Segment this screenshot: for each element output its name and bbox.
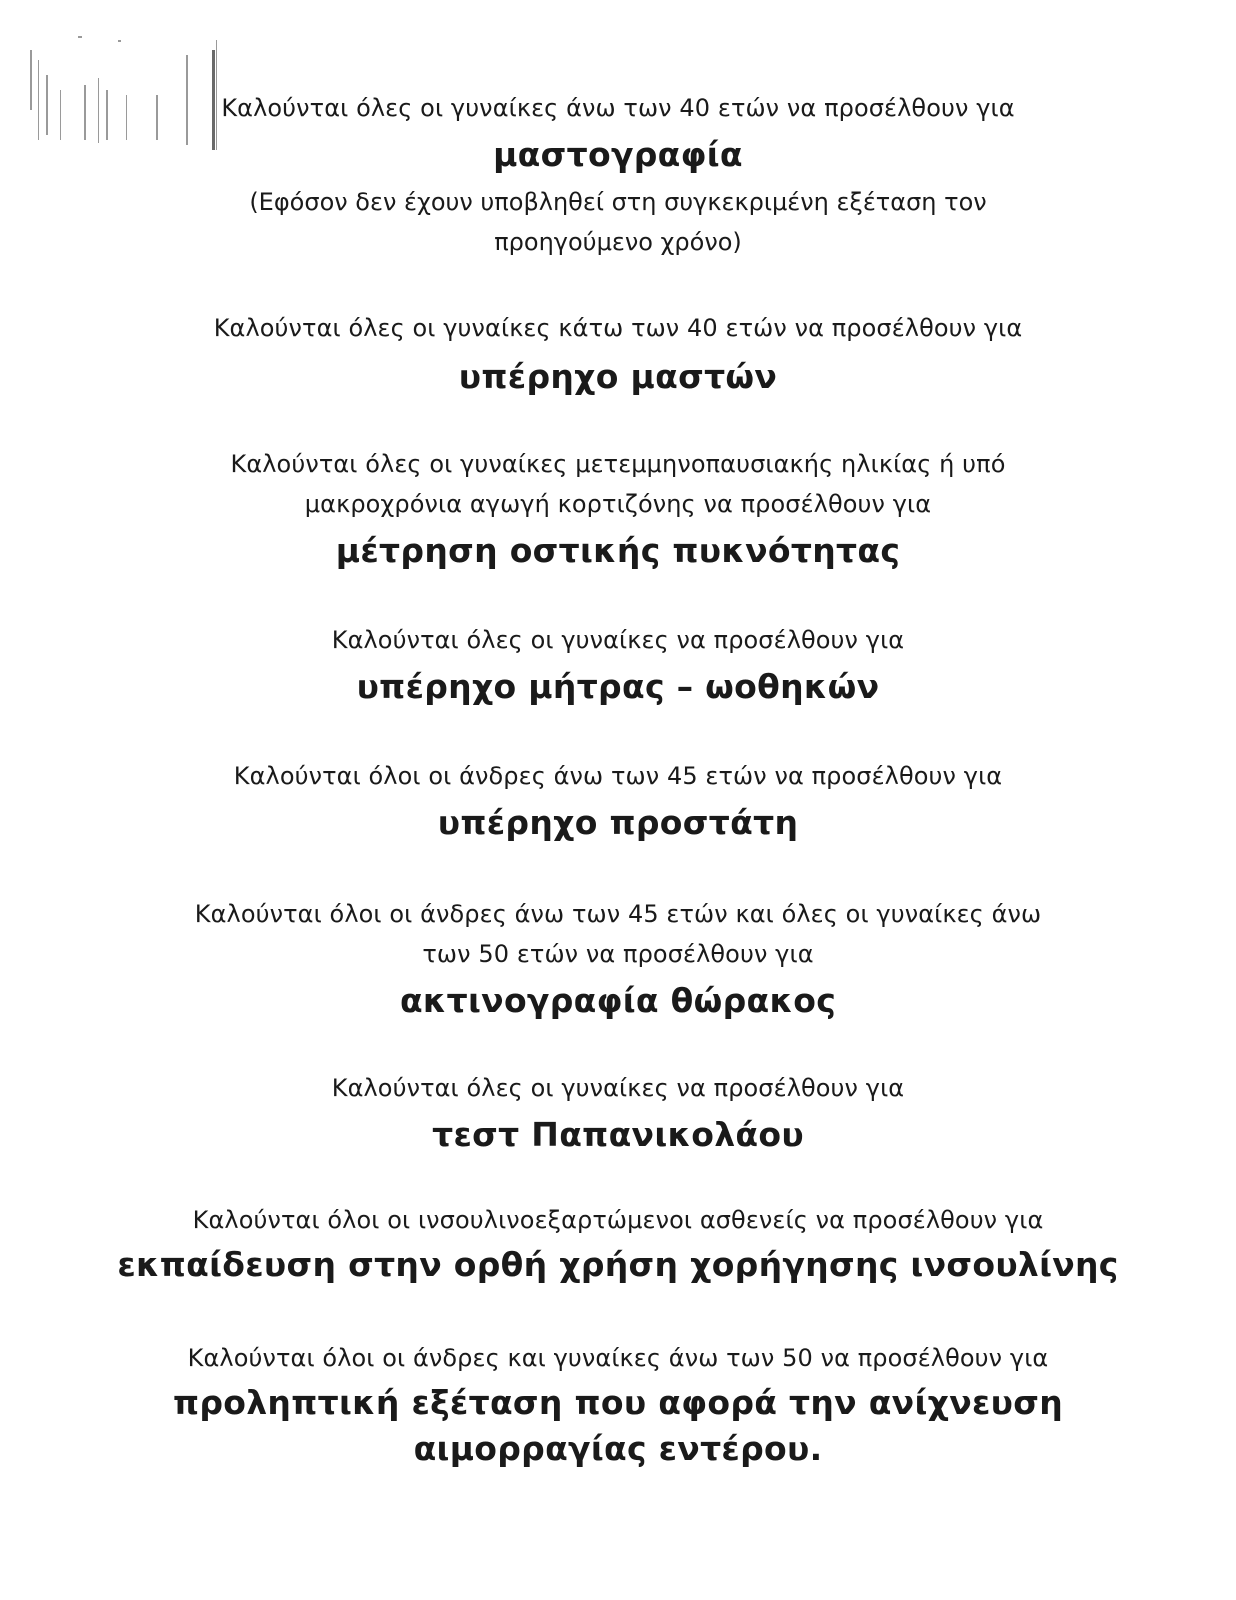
section-intro xyxy=(0,88,1236,128)
section-prostate-ultrasound xyxy=(0,756,1236,846)
intro-line: Καλούνται όλες οι γυναίκες άνω των 40 ετών να προσέλθουν για xyxy=(221,94,1015,122)
exam-title-line: μέτρηση οστικής πυκνότητας xyxy=(335,531,901,570)
exam-title xyxy=(0,664,1236,710)
intro-line: Καλούνται όλοι οι άνδρες και γυναίκες άνω των 50 να προσέλθουν για xyxy=(187,1344,1049,1372)
exam-title-line: μαστογραφία xyxy=(493,135,743,174)
exam-title xyxy=(0,1242,1236,1288)
exam-title-line: αιμορραγίας εντέρου. xyxy=(413,1429,823,1468)
exam-title xyxy=(0,354,1236,400)
exam-title-line: υπέρηχο προστάτη xyxy=(437,803,799,842)
section-bowel-screening xyxy=(0,1338,1236,1472)
exam-title-line: προληπτική εξέταση που αφορά την ανίχνευση xyxy=(172,1383,1064,1422)
exam-title xyxy=(0,800,1236,846)
intro-line: Καλούνται όλοι οι άνδρες άνω των 45 ετών και όλες οι γυναίκες άνω xyxy=(194,900,1042,928)
exam-title-line: ακτινογραφία θώρακος xyxy=(399,981,837,1020)
section-intro xyxy=(0,308,1236,348)
section-intro xyxy=(0,620,1236,660)
section-intro xyxy=(0,894,1236,974)
note-line: (Εφόσον δεν έχουν υποβληθεί στη συγκεκριμένη εξέταση τον xyxy=(249,188,987,216)
exam-title xyxy=(0,1112,1236,1158)
intro-line: των 50 ετών να προσέλθουν για xyxy=(422,940,814,968)
exam-title-line: υπέρηχο μήτρας – ωοθηκών xyxy=(356,667,880,706)
exam-title xyxy=(0,1380,1236,1472)
intro-line: μακροχρόνια αγωγή κορτιζόνης να προσέλθουν για xyxy=(304,490,932,518)
exam-title xyxy=(0,978,1236,1024)
note-line: προηγούμενο χρόνο) xyxy=(494,228,742,256)
section-intro xyxy=(0,444,1236,524)
intro-line: Καλούνται όλοι οι ινσουλινοεξαρτώμενοι ασθενείς να προσέλθουν για xyxy=(192,1206,1044,1234)
exam-title-line: τεστ Παπανικολάου xyxy=(432,1115,804,1154)
section-chest-xray xyxy=(0,894,1236,1024)
section-breast-ultrasound xyxy=(0,308,1236,400)
intro-line: Καλούνται όλες οι γυναίκες να προσέλθουν για xyxy=(331,1074,905,1102)
intro-line: Καλούνται όλες οι γυναίκες κάτω των 40 ετών να προσέλθουν για xyxy=(213,314,1023,342)
section-intro xyxy=(0,756,1236,796)
section-note xyxy=(0,182,1236,262)
section-mammography xyxy=(0,88,1236,262)
section-intro xyxy=(0,1338,1236,1378)
section-intro xyxy=(0,1200,1236,1240)
section-pap-test xyxy=(0,1068,1236,1158)
intro-line: Καλούνται όλες οι γυναίκες να προσέλθουν για xyxy=(331,626,905,654)
section-bone-density xyxy=(0,444,1236,574)
exam-title xyxy=(0,132,1236,178)
section-pelvic-ultrasound xyxy=(0,620,1236,710)
section-intro xyxy=(0,1068,1236,1108)
intro-line: Καλούνται όλες οι γυναίκες μετεμμηνοπαυσιακής ηλικίας ή υπό xyxy=(230,450,1006,478)
intro-line: Καλούνται όλοι οι άνδρες άνω των 45 ετών να προσέλθουν για xyxy=(233,762,1003,790)
exam-title xyxy=(0,528,1236,574)
exam-title-line: εκπαίδευση στην ορθή χρήση χορήγησης ινσουλίνης xyxy=(117,1245,1119,1284)
exam-title-line: υπέρηχο μαστών xyxy=(458,357,778,396)
section-insulin-training xyxy=(0,1200,1236,1288)
